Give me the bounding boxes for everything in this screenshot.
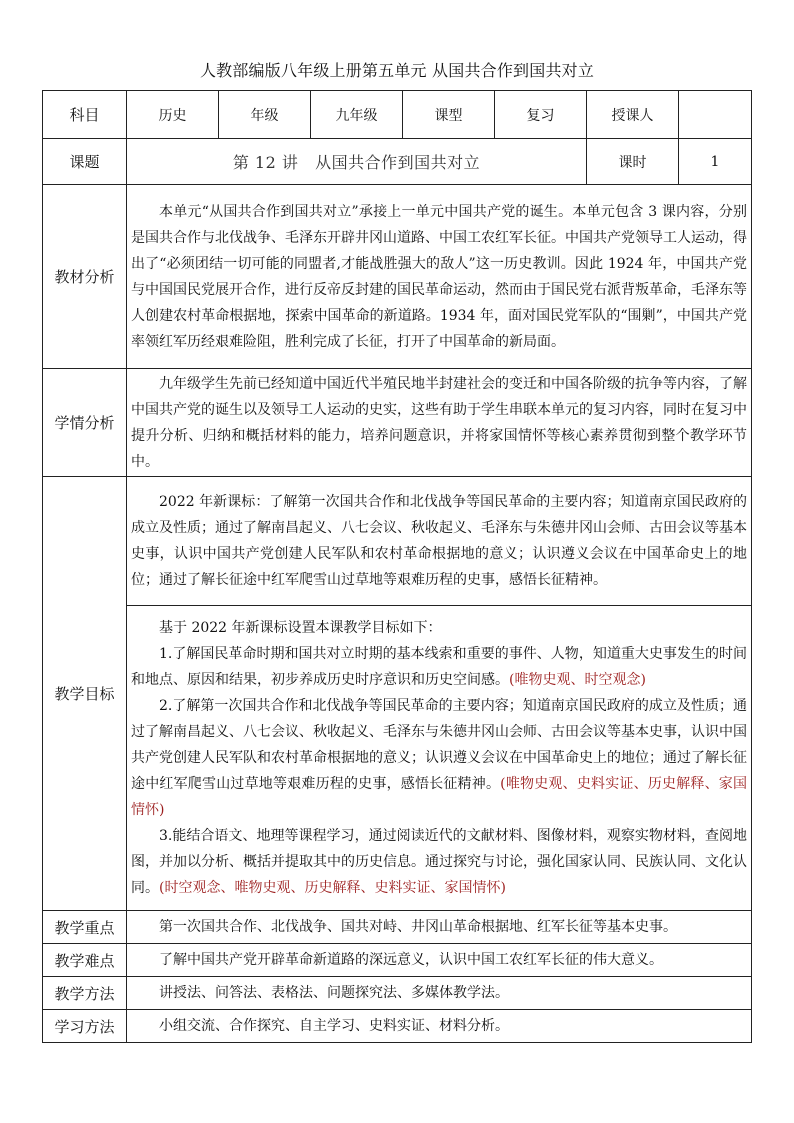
- curriculum-standard-row: [43, 477, 752, 606]
- goal-item-1-text: 1.了解国民革命时期和国共对立时期的基本线索和重要的事件、人物，知道重大史事发生的时间和地点、原因和结果，初步养成历史时序意识和历史空间感。: [131, 646, 747, 688]
- lesson-type-value: 复习: [495, 91, 587, 139]
- textbook-analysis-cell: [127, 185, 752, 369]
- goal-item-1: [131, 641, 747, 693]
- difficult-points-row: [43, 944, 752, 977]
- class-hours-label: 课时: [587, 139, 679, 185]
- key-points-label: 教学重点: [43, 911, 127, 944]
- learning-methods-cell: [127, 1010, 752, 1043]
- goal-item-1-literacy-tag: (唯物史观、时空观念): [509, 672, 646, 688]
- difficult-points-label: 教学难点: [43, 944, 127, 977]
- grade-label: 年级: [219, 91, 311, 139]
- teaching-goals-row: [43, 606, 752, 911]
- goals-intro: 基于 2022 年新课标设置本课教学目标如下：: [159, 620, 442, 636]
- goal-item-2: [131, 693, 747, 823]
- lesson-plan-table: [42, 90, 752, 1043]
- header-row: [43, 91, 752, 139]
- goal-item-2-literacy-tag: (唯物史观、史料实证、历史解释、家国情怀): [131, 776, 748, 818]
- class-hours-value: 1: [679, 139, 752, 185]
- teacher-label: 授课人: [587, 91, 679, 139]
- topic-value: 第 12 讲 从国共合作到国共对立: [127, 139, 587, 185]
- student-analysis-label: 学情分析: [43, 369, 127, 477]
- teaching-methods-cell: [127, 977, 752, 1010]
- key-points-cell: [127, 911, 752, 944]
- student-analysis-text: 九年级学生先前已经知道中国近代半殖民地半封建社会的变迁和中国各阶级的抗争等内容，了解中国共产党的诞生以及领导工人运动的史实，这些有助于学生串联本单元的复习内容，同时在复习中提升分析、归纳和概括材料的能力，培养问题意识，并将家国情怀等核心素养贯彻到整个教学环节中。: [131, 375, 747, 470]
- textbook-analysis-label: 教材分析: [43, 185, 127, 369]
- textbook-analysis-row: [43, 185, 752, 369]
- curriculum-standard-cell: [127, 477, 752, 606]
- document-title: 人教部编版八年级上册第五单元 从国共合作到国共对立: [199, 61, 595, 80]
- goal-item-3-text: 3.能结合语文、地理等课程学习，通过阅读近代的文献材料、图像材料，观察实物材料，查阅地图，并加以分析、概括并提取其中的历史信息。通过探究与讨论，强化国家认同、民族认同、文化认同。: [131, 828, 747, 896]
- topic-label: 课题: [43, 139, 127, 185]
- goal-item-2-text: 2.了解第一次国共合作和北伐战争等国民革命的主要内容；知道南京国民政府的成立及性质；通过了解南昌起义、八七会议、秋收起义、毛泽东与朱德井冈山会师、古田会议等基本史事，认识中国共产党创建人民军队和农村革命根据地的意义；认识遵义会议在中国革命史上的地位；通过了解长征途中红军爬雪山过草地等艰难历程的史事，感悟长征精神。: [131, 698, 747, 792]
- topic-row: [43, 139, 752, 185]
- goal-item-3-literacy-tag: (时空观念、唯物史观、历史解释、史料实证、家国情怀): [159, 880, 506, 896]
- teaching-goals-cell: [127, 606, 752, 911]
- grade-value: 九年级: [311, 91, 403, 139]
- teaching-methods-row: [43, 977, 752, 1010]
- difficult-points-text: 了解中国共产党开辟革命新道路的深远意义，认识中国工农红军长征的伟大意义。: [159, 952, 663, 968]
- textbook-analysis-text: 本单元“从国共合作到国共对立”承接上一单元中国共产党的诞生。本单元包含 3 课内容，分别是国共合作与北伐战争、毛泽东开辟井冈山道路、中国工农红军长征。中国共产党领导工人运动，得出了“必须团结一切可能的同盟者,才能战胜强大的敌人”这一历史教训。因此 1924 年，中国共产党与中国国民党展开合作，进行反帝反封建的国民革命运动，然而由于国民党右派背叛革命，毛泽东等人创建农村革命根据地，探索中国革命的新道路。1934 年，面对国民党军队的“围剿”，中国共产党率领红军历经艰难险阻，胜利完成了长征，打开了中国革命的新局面。: [131, 203, 747, 350]
- learning-methods-text: 小组交流、合作探究、自主学习、史料实证、材料分析。: [159, 1018, 509, 1034]
- goal-item-3: [131, 823, 747, 901]
- teaching-methods-text: 讲授法、问答法、表格法、问题探究法、多媒体教学法。: [159, 985, 509, 1001]
- subject-value: 历史: [127, 91, 219, 139]
- learning-methods-label: 学习方法: [43, 1010, 127, 1043]
- student-analysis-cell: [127, 369, 752, 477]
- lesson-type-label: 课型: [403, 91, 495, 139]
- key-points-text: 第一次国共合作、北伐战争、国共对峙、井冈山革命根据地、红军长征等基本史事。: [159, 919, 677, 935]
- student-analysis-row: [43, 369, 752, 477]
- subject-label: 科目: [43, 91, 127, 139]
- teaching-methods-label: 教学方法: [43, 977, 127, 1010]
- curriculum-standard-text: 2022 年新课标：了解第一次国共合作和北伐战争等国民革命的主要内容；知道南京国民政府的成立及性质；通过了解南昌起义、八七会议、秋收起义、毛泽东与朱德井冈山会师、古田会议等基本史事，认识中国共产党创建人民军队和农村革命根据地的意义；认识遵义会议在中国革命史上的地位；通过了解长征途中红军爬雪山过草地等艰难历程的史事，感悟长征精神。: [131, 494, 747, 588]
- teacher-value: [679, 91, 752, 139]
- teaching-goals-label: 教学目标: [43, 477, 127, 911]
- key-points-row: [43, 911, 752, 944]
- learning-methods-row: [43, 1010, 752, 1043]
- difficult-points-cell: [127, 944, 752, 977]
